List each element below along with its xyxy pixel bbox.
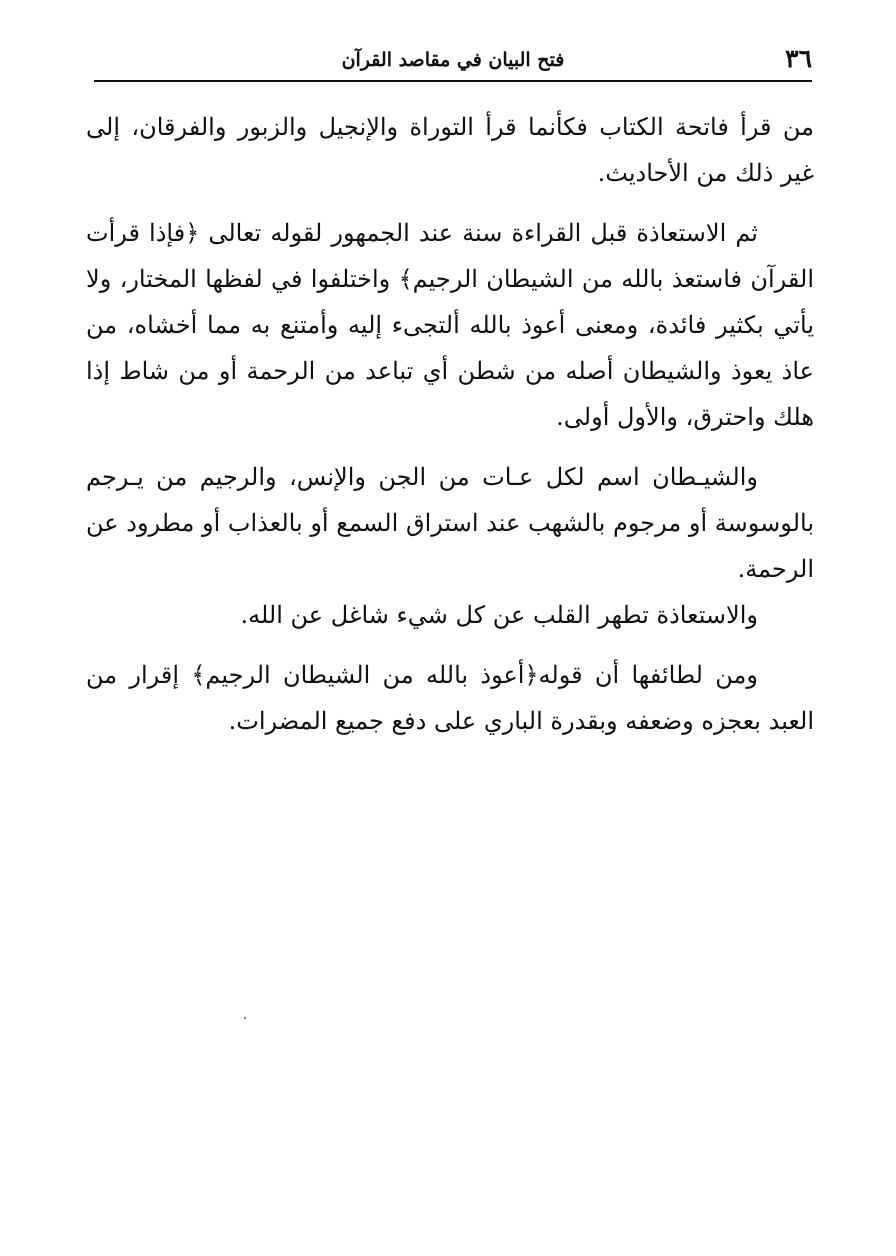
running-title: فتح البيان في مقاصد القرآن bbox=[341, 49, 565, 71]
paragraph-2: ثم الاستعاذة قبل القراءة سنة عند الجمهور لقوله تعالى ﴿فإذا قرأت القرآن فاستعذ بالله من الشيطان الرجيم﴾ واختلفوا في لفظها المختار، ولا يأتي بكثير فائدة، ومعنى أعوذ بالله ألتجىء إليه وأمتنع به مما أخشاه، من عاذ يعوذ والشيطان أصله من شطن أي تباعد من الرحمة أو من شاط إذا هلك واحترق، والأول أولى. bbox=[86, 219, 814, 431]
paragraph-5: ومن لطائفها أن قوله﴿أعوذ بالله من الشيطان الرجيم﴾ إقرار من العبد بعجزه وضعفه وبقدرة الباري على دفع جميع المضرات. bbox=[86, 661, 814, 735]
page-number: ٣٦ bbox=[785, 44, 812, 73]
header-rule bbox=[94, 80, 812, 82]
paragraph-3: والشيـطان اسم لكل عـات من الجن والإنس، والرجيم من يـرجم بالوسوسة أو مرجوم بالشهب عند استراق السمع أو بالعذاب أو مطرود عن الرحمة. bbox=[86, 463, 814, 583]
scan-speck bbox=[244, 1017, 246, 1019]
body-text bbox=[86, 104, 814, 744]
page-header bbox=[94, 40, 812, 80]
paragraph-4: والاستعاذة تطهر القلب عن كل شيء شاغل عن الله. bbox=[240, 601, 758, 629]
paragraph-1: من قرأ فاتحة الكتاب فكأنما قرأ التوراة والإنجيل والزبور والفرقان، إلى غير ذلك من الأحاديث. bbox=[86, 113, 814, 187]
